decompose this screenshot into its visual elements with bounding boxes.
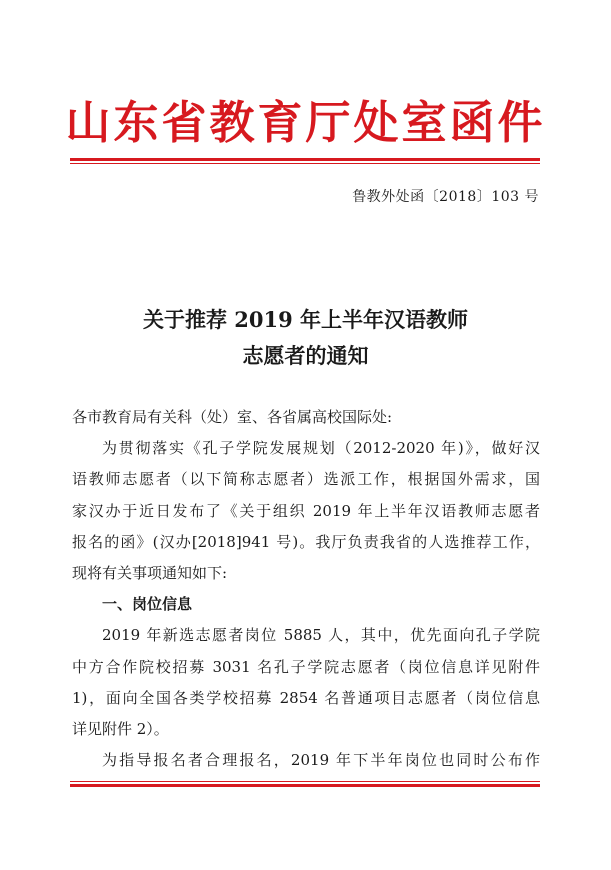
paragraph-2-line-3: 1)，面向全国各类学校招募 2854 名普通项目志愿者（岗位信息 [72,688,540,707]
paragraph-1-line-1: 为贯彻落实《孔子学院发展规划（2012-2020 年)》，做好汉 [102,439,540,458]
paragraph-1-line-4: 报名的函》(汉办[2018]941 号)。我厅负责我省的人选推荐工作， [72,532,540,551]
letterhead-rule-thin [70,163,540,164]
paragraph-1-line-2: 语教师志愿者（以下简称志愿者）选派工作，根据国外需求，国 [72,470,540,489]
paragraph-2-line-2: 中方合作院校招募 3031 名孔子学院志愿者（岗位信息详见附件 [72,657,540,676]
section-1-heading: 一、岗位信息 [102,595,193,614]
paragraph-2-line-1: 2019 年新选志愿者岗位 5885 人，其中，优先面向孔子学院 [102,626,540,645]
letterhead-rule-thick [70,158,540,161]
paragraph-1-line-5: 现将有关事项通知如下: [72,563,228,582]
paragraph-3-line-1: 为指导报名者合理报名，2019 年下半年岗位也同时公布作 [102,751,540,770]
salutation: 各市教育局有关科（处）室、各省属高校国际处: [72,408,393,426]
paragraph-1-line-3: 家汉办于近日发布了《关于组织 2019 年上半年汉语教师志愿者 [72,501,540,520]
footer-rule-thick [70,784,540,787]
letterhead-title: 山东省教育厅处室函件 [65,96,546,149]
document-number: 鲁教外处函〔2018〕103 号 [352,189,539,205]
footer-rule-thin [70,781,540,782]
document-title-line-2: 志愿者的通知 [242,343,369,368]
paragraph-2-line-4: 详见附件 2）。 [72,719,169,738]
document-body [72,402,540,776]
document-title-line-1: 关于推荐 2019 年上半年汉语教师 [142,307,469,332]
